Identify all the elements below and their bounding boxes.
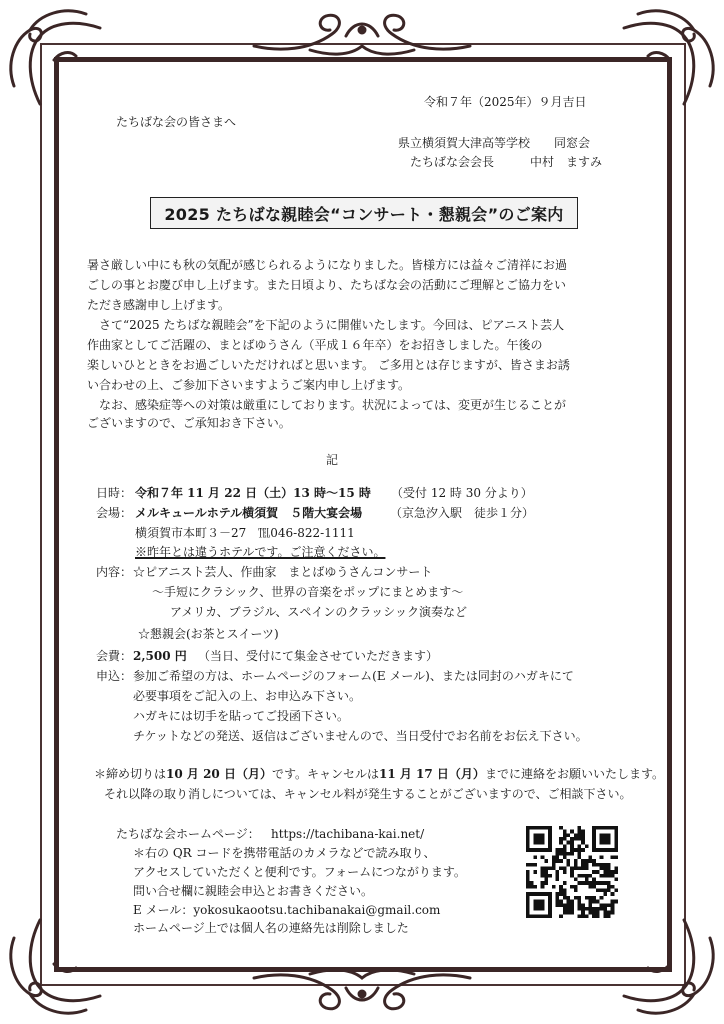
sender-organization: 県立横須賀大津高等学校 同窓会 — [398, 136, 591, 150]
venue-warning: ※昨年とは違うホテルです。ご注意ください。 — [135, 545, 386, 559]
apply-line: 参加ご希望の方は、ホームページのフォーム(E メール)、または同封のハガキにて — [133, 669, 574, 683]
qr-code[interactable] — [526, 826, 618, 918]
sender-name: たちばな会会長 中村 ますみ — [410, 155, 603, 169]
venue-address: 横須賀市本町３－27 ℡046-822-1111 — [135, 526, 355, 540]
top-left-corner-ornament — [0, 0, 110, 110]
venue-label: 会場： — [96, 506, 133, 520]
bottom-flourish-ornament — [250, 966, 474, 1018]
recipient-line: たちばな会の皆さまへ — [116, 115, 237, 129]
issue-date: 令和７年（2025年）９月吉日 — [424, 95, 587, 109]
top-flourish-ornament — [250, 6, 474, 58]
content-line: ☆懇親会(お茶とスイーツ) — [138, 627, 279, 641]
greeting-line: ございますので、ご承知おき下さい。 — [87, 416, 291, 430]
apply-label: 申込： — [96, 669, 133, 683]
date-label: 日時： — [96, 486, 133, 500]
greeting-line: さて“2025 たちばな親睦会”を下記のように開催いたします。今回は、ピアニスト芸人 — [87, 318, 565, 332]
email-label: E メール： — [133, 903, 194, 917]
application-deadline: 10 月 20 日（月） — [166, 767, 272, 781]
qr-instruction-line: アクセスしていただくと便利です。フォームにつながります。 — [133, 865, 466, 879]
fee-amount: 2,500 円 — [133, 649, 187, 663]
bottom-left-corner-ornament — [0, 914, 110, 1024]
apply-line: 必要事項をご記入の上、お申込み下さい。 — [133, 689, 362, 703]
greeting-line: 楽しいひとときをお過ごしいただければと思います。 ご多用とは存じますが、皆さまお誘 — [87, 358, 570, 372]
deadline-text: ＊締め切りは — [94, 767, 167, 781]
greeting-line: ただき感謝申し上げます。 — [87, 298, 231, 312]
greeting-line: 暑さ厳しい中にも秋の気配が感じられるようになりました。皆様方には益々ご清祥にお過 — [87, 258, 568, 272]
content-line: ～手短にクラシック、世界の音楽をポップにまとめます～ — [152, 585, 464, 599]
homepage-label: たちばな会ホームページ： — [116, 827, 260, 841]
fee-label: 会費： — [96, 649, 133, 663]
apply-line: チケットなどの発送、返信はございませんので、当日受付でお名前をお伝え下さい。 — [133, 729, 588, 743]
apply-line: ハガキには切手を貼ってご投函下さい。 — [133, 709, 350, 723]
event-date: 令和７年 11 月 22 日（土）13 時～15 時 — [135, 486, 371, 500]
deadline-text: までに連絡をお願いいたします。 — [484, 767, 664, 781]
reception-time: （受付 12 時 30 分より） — [391, 486, 533, 500]
document-title: 2025 たちばな親睦会“コンサート・懇親会”のご案内 — [164, 204, 564, 224]
email-address[interactable]: yokosukaootsu.tachibanakai@gmail.com — [193, 903, 441, 917]
top-right-corner-ornament — [614, 0, 724, 110]
deadline-line — [94, 766, 664, 782]
content-label: 内容： — [96, 565, 133, 579]
cancellation-deadline: 11 月 17 日（月） — [379, 767, 485, 781]
ki-heading: 記 — [326, 453, 339, 467]
greeting-line: い合わせの上、ご参加下さいますようご案内申し上げます。 — [87, 378, 411, 392]
qr-instruction-line: 問い合せ欄に親睦会申込とお書きください。 — [133, 884, 374, 898]
document-title-box — [150, 197, 578, 229]
email-line — [133, 902, 440, 918]
qr-instruction-line: ＊右の QR コードを携帯電話のカメラなどで読み取り、 — [133, 846, 436, 860]
bottom-right-corner-ornament — [614, 914, 724, 1024]
fee-note: （当日、受付にて集金させていただきます） — [198, 649, 439, 663]
deadline-text: です。キャンセルは — [271, 767, 379, 781]
content-line: ☆ピアニスト芸人、作曲家 まとばゆうさんコンサート — [133, 565, 433, 579]
content-line: アメリカ、ブラジル、スペインのクラッシック演奏など — [170, 605, 467, 619]
homepage-url[interactable]: https://tachibana-kai.net/ — [271, 827, 425, 841]
greeting-line: ごしの事とお慶び申し上げます。また日頃より、たちばな会の活動にご理解とご協力をい — [87, 278, 567, 292]
venue-access: （京急汐入駅 徒歩１分） — [390, 506, 535, 520]
privacy-note: ホームページ上では個人名の連絡先は削除しました — [133, 921, 409, 935]
cancellation-note: それ以降の取り消しについては、キャンセル料が発生することがございますので、ご相談下さい。 — [104, 787, 632, 801]
greeting-line: 作曲家としてご活躍の、まとばゆうさん（平成１６年卒）をお招きしました。午後の — [87, 338, 543, 352]
greeting-line: なお、感染症等への対策は厳重にしております。状況によっては、変更が生じることが — [87, 398, 567, 412]
venue-name: メルキュールホテル横須賀 ５階大宴会場 — [135, 506, 363, 520]
